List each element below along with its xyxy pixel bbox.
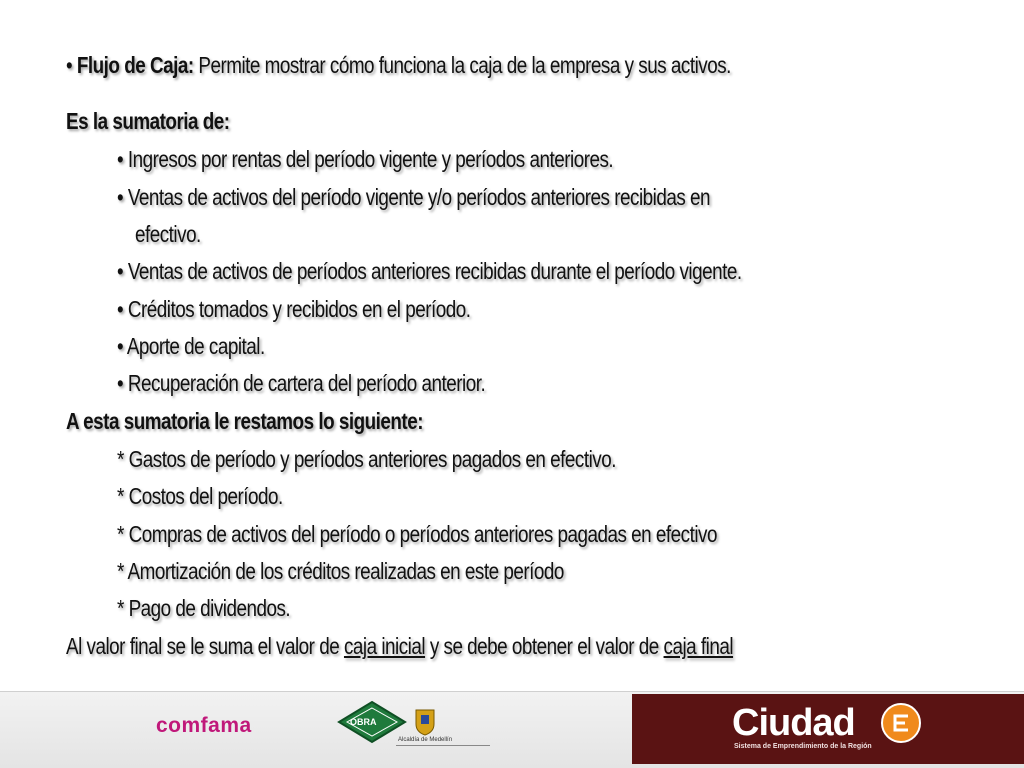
ciudad-subtitle: Sistema de Emprendimiento de la Región xyxy=(734,743,872,750)
final-line xyxy=(66,633,733,660)
final-text-1: Al valor final se le suma el valor de xyxy=(66,633,344,659)
alcaldia-underline xyxy=(396,745,490,746)
intro-bullet: • xyxy=(66,52,73,78)
intro-definition: Permite mostrar cómo funciona la caja de la empresa y sus activos. xyxy=(198,52,731,78)
sum-item: • Aporte de capital. xyxy=(117,333,265,359)
sum-item: • Ingresos por rentas del período vigente y períodos anteriores. xyxy=(117,146,614,172)
comfama-logo: comfama xyxy=(156,714,252,737)
obra-logo-text: OBRA xyxy=(350,717,377,727)
medellin-shield-icon xyxy=(414,708,436,736)
sum-item: • Ventas de activos del período vigente y/o períodos anteriores recibidas en xyxy=(117,184,711,210)
sum-item: • Ventas de activos de períodos anteriores recibidas durante el período vigente. xyxy=(117,258,742,284)
subtract-item: * Gastos de período y períodos anteriores pagados en efectivo. xyxy=(117,446,616,472)
intro-term: Flujo de Caja: xyxy=(76,52,194,78)
caja-final-link: caja final xyxy=(663,633,734,659)
subtract-heading: A esta sumatoria le restamos lo siguiente: xyxy=(66,408,424,434)
ciudad-e-icon xyxy=(880,702,922,744)
sum-item-continuation: efectivo. xyxy=(135,221,201,247)
sum-item: • Créditos tomados y recibidos en el período. xyxy=(117,296,471,322)
caja-inicial-link: caja inicial xyxy=(343,633,426,659)
subtract-item: * Costos del período. xyxy=(117,483,283,509)
sum-item: • Recuperación de cartera del período anterior. xyxy=(117,370,486,396)
alcaldia-label: Alcaldía de Medellín xyxy=(398,737,453,743)
subtract-item: * Compras de activos del período o períodos anteriores pagadas en efectivo xyxy=(117,521,717,547)
intro-line xyxy=(66,52,731,79)
sum-heading: Es la sumatoria de: xyxy=(66,108,230,134)
final-text-2: y se debe obtener el valor de xyxy=(425,633,664,659)
subtract-item: * Amortización de los créditos realizadas en este período xyxy=(117,558,564,584)
subtract-item: * Pago de dividendos. xyxy=(117,595,291,621)
ciudad-logo-text: Ciudad xyxy=(732,702,855,744)
